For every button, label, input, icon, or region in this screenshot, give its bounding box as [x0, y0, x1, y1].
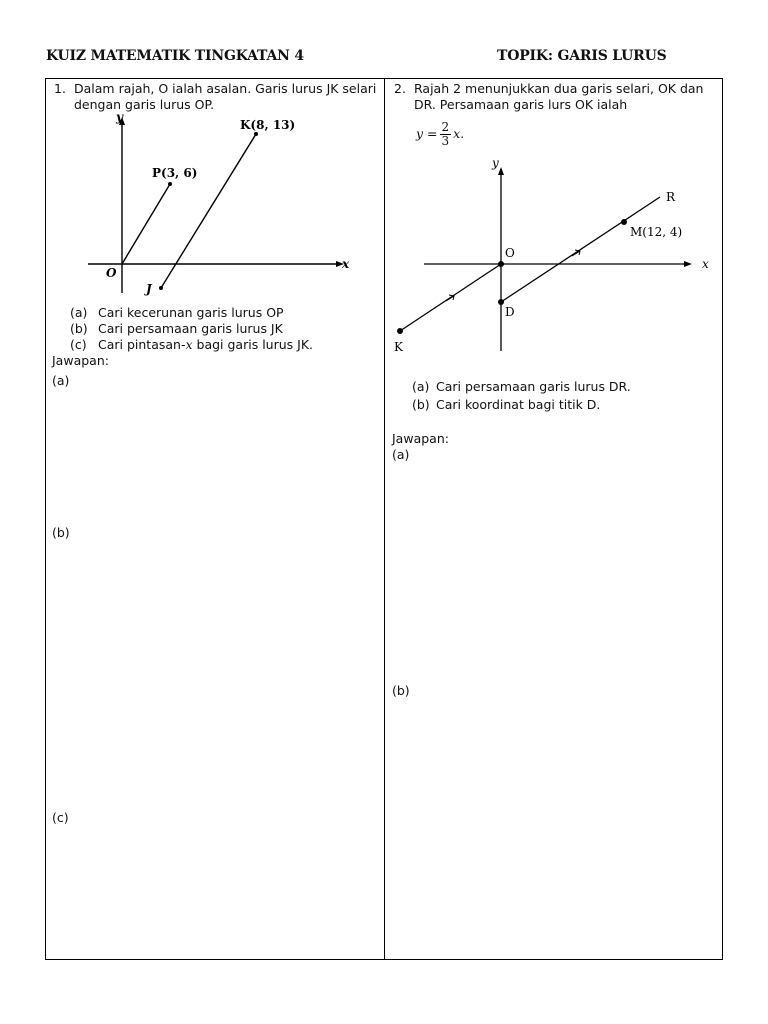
question-2-text: 2. Rajah 2 menunjukkan dua garis selari, OK dan DR. Persamaan garis lurs OK ialah — [394, 81, 704, 112]
question-2-parts — [392, 379, 718, 413]
q1-answer-a-label: (a) — [52, 373, 70, 388]
q1-part-c: (c) Cari pintasan-x bagi garis lurus JK. — [70, 337, 313, 352]
q1-line-jk — [161, 134, 256, 288]
question-1-cell — [52, 79, 378, 825]
q2-answer-a-label: (a) — [392, 447, 410, 462]
q1-origin-label: O — [106, 266, 117, 280]
q1-part-b: (b) Cari persamaan garis lurus JK — [70, 321, 283, 336]
question-1-parts — [52, 305, 378, 369]
q2-d-label: D — [505, 305, 515, 319]
question-2-cell — [392, 79, 718, 698]
q1-answer-c-label: (c) — [52, 810, 69, 825]
q2-line-dr — [501, 197, 660, 302]
question-1-diagram — [52, 111, 378, 301]
q1-x-label: x — [342, 257, 350, 271]
column-divider — [384, 79, 385, 959]
question-table — [45, 78, 723, 960]
q2-equation: y = $\frac{2}{3}$ x. — [416, 120, 465, 148]
q2-x-label: x — [702, 257, 709, 271]
q1-answer-heading: Jawapan: — [52, 353, 109, 368]
question-1-number: 1. — [54, 81, 66, 96]
q2-answer-b-label: (b) — [392, 683, 410, 698]
q2-y-arrow-icon — [498, 167, 504, 175]
q2-r-label: R — [666, 190, 676, 204]
question-1-text: 1. Dalam rajah, O ialah asalan. Garis lurus JK selari dengan garis lurus OP. — [54, 81, 377, 112]
q2-part-a: (a) Cari persamaan garis lurus DR. — [412, 379, 631, 394]
q2-parallel-arrow-icon — [572, 250, 580, 256]
q2-point-k — [397, 328, 403, 334]
q2-point-o — [498, 261, 504, 267]
q1-y-label: y — [116, 111, 123, 124]
quiz-title: KUIZ MATEMATIK TINGKATAN 4 — [46, 48, 304, 64]
q1-point-p — [168, 182, 172, 186]
q1-point-j — [159, 286, 163, 290]
q2-answer-heading: Jawapan: — [392, 431, 449, 446]
question-2-number: 2. — [394, 81, 406, 96]
q2-x-arrow-icon — [684, 261, 692, 267]
q2-equation-fraction: $\frac{2}{3}$ — [441, 120, 450, 148]
q1-part-a: (a) Cari kecerunan garis lurus OP — [70, 305, 284, 320]
question-2-diagram — [392, 159, 718, 359]
q2-m-label: M(12, 4) — [630, 225, 683, 239]
q2-point-d — [498, 299, 504, 305]
q2-part-b: (b) Cari koordinat bagi titik D. — [412, 397, 601, 412]
q2-point-m — [621, 219, 627, 225]
q2-k-label: K — [394, 340, 403, 354]
topic-title: TOPIK: GARIS LURUS — [497, 48, 667, 64]
q1-p-label: P(3, 6) — [152, 166, 198, 180]
q1-point-k — [254, 132, 258, 136]
q1-j-label: J — [146, 282, 152, 296]
q2-line-ok — [400, 264, 501, 331]
q1-answer-b-label: (b) — [52, 525, 70, 540]
q2-origin-label: O — [505, 246, 515, 260]
q1-k-label: K(8, 13) — [240, 118, 296, 132]
q2-y-label: y — [492, 159, 499, 170]
q2-parallel-arrow-icon — [446, 295, 454, 301]
q1-line-op — [122, 184, 170, 264]
